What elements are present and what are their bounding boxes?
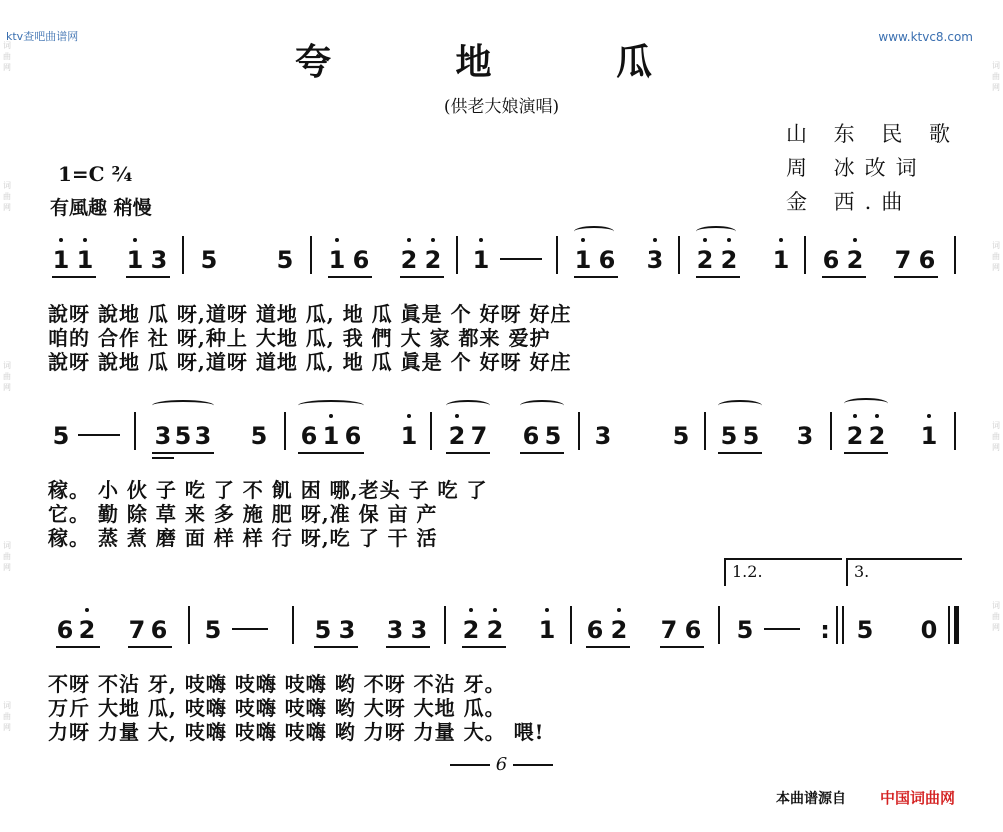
beam-underline (718, 452, 762, 454)
bar-line (182, 236, 184, 274)
lyric-line: 万斤 大地 瓜, 吱嗨 吱嗨 吱嗨 哟 大呀 大地 瓜。 (48, 696, 506, 720)
bar-line (704, 412, 706, 450)
note: 5 (544, 422, 562, 450)
bar-line (842, 606, 844, 644)
lyric-line: 它。 勤 除 草 来 多 施 肥 呀,准 保 亩 产 (48, 502, 438, 526)
note: 2 (422, 246, 444, 274)
note: 5 (672, 422, 690, 450)
lyric-line: 不呀 不沾 牙, 吱嗨 吱嗨 吱嗨 哟 不呀 不沾 牙。 (48, 672, 506, 696)
note: 1 (770, 246, 792, 274)
note: 2 (694, 246, 716, 274)
note: 6 (822, 246, 840, 274)
extension-dash (500, 258, 542, 260)
edge-watermark: 词曲网 (992, 601, 1000, 632)
note: 3 (386, 616, 404, 644)
beam-underline (400, 276, 444, 278)
note: 5 (200, 246, 218, 274)
note: 1 (398, 422, 420, 450)
bar-line (830, 412, 832, 450)
bar-line (188, 606, 190, 644)
bar-line (804, 236, 806, 274)
note: 3 (796, 422, 814, 450)
note: 6 (598, 246, 616, 274)
key-signature: 1=C ²⁄₄ (58, 162, 133, 186)
source-label: 本曲谱源自 (776, 791, 846, 807)
page-number-rule (450, 764, 490, 766)
edge-watermark: 词曲网 (3, 41, 11, 72)
slur (574, 226, 614, 237)
note: 1 (320, 422, 342, 450)
slur (520, 400, 564, 411)
beam-underline (446, 452, 490, 454)
extension-dash (764, 628, 800, 630)
bar-line (578, 412, 580, 450)
note: 3 (194, 422, 212, 450)
bar-line (292, 606, 294, 644)
note: 5 (250, 422, 268, 450)
slur (152, 400, 214, 411)
bar-line (948, 606, 950, 644)
bar-line (556, 236, 558, 274)
edge-watermark: 词曲网 (992, 421, 1000, 452)
volta-bracket: 1.2. (724, 558, 842, 586)
lyric-line: 說呀 說地 瓜 呀,道呀 道地 瓜, 地 瓜 眞是 个 好呀 好庄 (48, 350, 572, 374)
bar-line (954, 236, 956, 274)
note: 7 (128, 616, 146, 644)
staff-row-1 (48, 236, 963, 280)
beam-underline (894, 276, 938, 278)
note: 3 (594, 422, 612, 450)
song-title: 夸 地 瓜 (294, 41, 709, 83)
edge-watermark: 词曲网 (3, 701, 11, 732)
note: 7 (470, 422, 488, 450)
watermark-right: www.ktvc8.com (878, 30, 973, 44)
note: 3 (154, 422, 172, 450)
beam-underline (386, 646, 430, 648)
note: 1 (470, 246, 492, 274)
bar-line (444, 606, 446, 644)
note: 6 (344, 422, 362, 450)
note: 7 (894, 246, 912, 274)
slur (718, 400, 762, 411)
note: 1 (50, 246, 72, 274)
bar-line (678, 236, 680, 274)
note: 1 (74, 246, 96, 274)
credit-music: 金 西.曲 (786, 190, 913, 214)
bar-line (954, 412, 956, 450)
lyric-line: 稼。 蒸 煮 磨 面 样 样 行 呀,吃 了 干 活 (48, 526, 438, 550)
slur (298, 400, 364, 411)
beam-underline (844, 452, 888, 454)
note: 2 (76, 616, 98, 644)
bar-line (570, 606, 572, 644)
beam-underline (574, 276, 618, 278)
bar-line (310, 236, 312, 274)
note: 5 (174, 422, 192, 450)
note: 2 (460, 616, 482, 644)
note: 6 (56, 616, 74, 644)
note: 5 (204, 616, 222, 644)
slur (446, 400, 490, 411)
beam-underline (152, 452, 214, 454)
beam-underline (822, 276, 866, 278)
note: 2 (718, 246, 740, 274)
note: 5 (856, 616, 874, 644)
lyric-line: 咱的 合作 社 呀,种上 大地 瓜, 我 們 大 家 都来 爱护 (48, 326, 551, 350)
slur (696, 226, 736, 237)
beam-underline (696, 276, 740, 278)
beam-underline (126, 276, 170, 278)
beam-underline (520, 452, 564, 454)
beam-underline (586, 646, 630, 648)
staff-row-3 (48, 606, 963, 650)
edge-watermark: 词曲网 (3, 541, 11, 572)
bar-line (836, 606, 838, 644)
note: 3 (150, 246, 168, 274)
bar-line (718, 606, 720, 644)
note: 6 (918, 246, 936, 274)
note: 1 (124, 246, 146, 274)
bar-line (456, 236, 458, 274)
beam-underline (56, 646, 100, 648)
edge-watermark: 词曲网 (3, 361, 11, 392)
bar-line (134, 412, 136, 450)
note: 2 (484, 616, 506, 644)
beam-underline (298, 452, 364, 454)
note: 0 (920, 616, 938, 644)
note: 1 (918, 422, 940, 450)
extension-dash (78, 434, 120, 436)
note: 2 (398, 246, 420, 274)
note: 6 (352, 246, 370, 274)
repeat-sign: : (820, 616, 830, 644)
note: 1 (326, 246, 348, 274)
note: 1 (536, 616, 558, 644)
credit-origin: 山 东 民 歌 (786, 122, 961, 146)
page-number (0, 754, 1003, 775)
note: 6 (586, 616, 604, 644)
staff-row-2 (48, 412, 963, 456)
lyric-line: 稼。 小 伙 子 吃 了 不 飢 困 哪,老头 子 吃 了 (48, 478, 488, 502)
beam-underline (52, 276, 96, 278)
note: 6 (522, 422, 540, 450)
beam-underline (462, 646, 506, 648)
beam-underline (128, 646, 172, 648)
note: 3 (338, 616, 356, 644)
note: 1 (572, 246, 594, 274)
edge-watermark: 词曲网 (3, 181, 11, 212)
note: 5 (720, 422, 738, 450)
volta-bracket: 3. (846, 558, 962, 586)
note: 6 (150, 616, 168, 644)
note: 5 (52, 422, 70, 450)
lyric-line: 力呀 力量 大, 吱嗨 吱嗨 吱嗨 哟 力呀 力量 大。 喂! (48, 720, 545, 744)
note: 5 (276, 246, 294, 274)
note: 2 (844, 246, 866, 274)
note: 3 (644, 246, 666, 274)
note: 2 (608, 616, 630, 644)
edge-watermark: 词曲网 (992, 61, 1000, 92)
credit-lyrics: 周 冰改词 (786, 156, 927, 180)
final-bar-line (954, 606, 959, 644)
note: 6 (684, 616, 702, 644)
edge-watermark: 词曲网 (992, 241, 1000, 272)
note: 2 (844, 422, 866, 450)
beam-underline (152, 457, 174, 459)
note: 5 (742, 422, 760, 450)
bar-line (430, 412, 432, 450)
page-number-rule (513, 764, 553, 766)
note: 2 (446, 422, 468, 450)
extension-dash (232, 628, 268, 630)
note: 7 (660, 616, 678, 644)
beam-underline (314, 646, 358, 648)
note: 3 (410, 616, 428, 644)
beam-underline (328, 276, 372, 278)
slur (844, 398, 888, 409)
beam-underline (660, 646, 704, 648)
note: 2 (866, 422, 888, 450)
tempo-marking: 有風趣 稍慢 (50, 197, 152, 219)
note: 5 (736, 616, 754, 644)
song-subtitle: (供老大娘演唱) (443, 97, 560, 117)
watermark-left: ktv查吧曲谱网 (6, 30, 79, 43)
bar-line (284, 412, 286, 450)
page-number-value: 6 (495, 754, 508, 775)
note: 6 (300, 422, 318, 450)
source-site-link[interactable]: 中国词曲网 (880, 789, 956, 807)
lyric-line: 說呀 說地 瓜 呀,道呀 道地 瓜, 地 瓜 眞是 个 好呀 好庄 (48, 302, 572, 326)
note: 5 (314, 616, 332, 644)
